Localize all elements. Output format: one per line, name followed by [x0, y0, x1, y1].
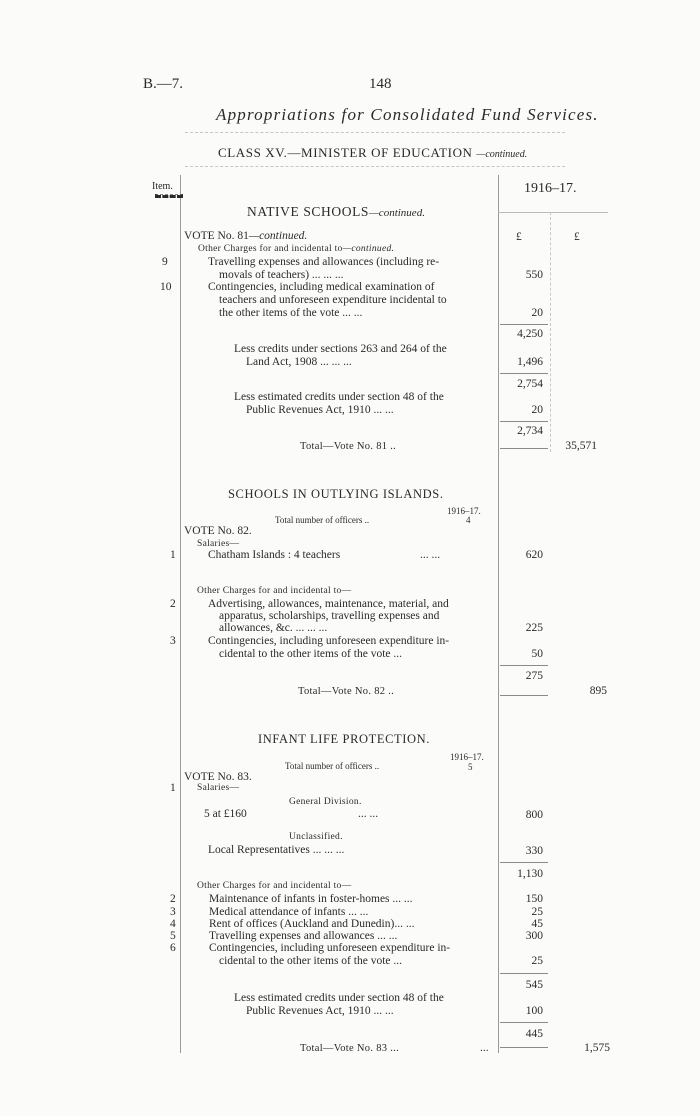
item-number: 5 — [170, 930, 176, 942]
vote-83-label: VOTE No. 83. — [184, 771, 252, 783]
subtotal-rule — [500, 421, 548, 422]
class-heading-continued: —continued. — [476, 149, 528, 160]
native-schools-heading — [247, 205, 425, 220]
vote-83-salaries-label: Salaries— — [197, 783, 240, 793]
item-amount: 25 — [531, 955, 543, 967]
unclassified-amount: 330 — [525, 845, 543, 857]
subtotal-rule — [500, 665, 548, 666]
item-number: 4 — [170, 918, 176, 930]
officers-label: Total number of officers .. — [275, 515, 370, 525]
less-credits-revenues-act-amount: 100 — [525, 1005, 543, 1017]
unclassified-line: Local Representatives ... ... ... — [208, 844, 345, 856]
item-description-continued: allowances, &c. ... ... ... — [219, 622, 328, 634]
item-number: 2 — [170, 598, 176, 610]
total-rule — [500, 1047, 548, 1048]
other-charges-continued: —continued. — [342, 244, 395, 254]
unclassified-label: Unclassified. — [289, 832, 343, 842]
class-heading-main: CLASS XV.—MINISTER OF EDUCATION — [218, 145, 473, 160]
native-schools-continued: —continued. — [369, 207, 425, 219]
item-description: Rent of offices (Auckland and Dunedin)... ... — [209, 918, 415, 930]
item-description: Advertising, allowances, maintenance, material, and — [208, 598, 449, 610]
infant-life-heading: INFANT LIFE PROTECTION. — [258, 732, 431, 746]
other-charges-label: Other Charges for and incidental to — [198, 244, 343, 254]
item-description-continued: apparatus, scholarships, travelling expenses and — [219, 610, 440, 622]
officers-year: 1916–17. — [447, 506, 481, 516]
page-title: Appropriations for Consolidated Fund Services. — [216, 105, 599, 124]
item-amount: 150 — [525, 893, 543, 905]
item-description: Contingencies, including medical examination of — [208, 281, 435, 293]
item-description: Contingencies, including unforeseen expenditure in- — [208, 635, 450, 647]
less-credits-revenues-act-continued: Public Revenues Act, 1910 ... ... — [246, 404, 394, 416]
financial-year-header: 1916–17. — [524, 181, 577, 196]
item-column-rule — [180, 175, 181, 1053]
vote-81-balance: 2,754 — [517, 378, 543, 390]
vote-82-other-total: 275 — [525, 670, 543, 682]
outlying-islands-heading: SCHOOLS IN OUTLYING ISLANDS. — [228, 487, 444, 501]
vote-81-subtotal: 4,250 — [517, 328, 543, 340]
pound-sign-2: £ — [574, 231, 580, 243]
item-number: 10 — [160, 281, 172, 293]
item-description: Contingencies, including unforeseen expenditure in- — [209, 942, 451, 954]
less-credits-revenues-act: Less estimated credits under section 48 of the — [234, 391, 444, 403]
item-number: 2 — [170, 893, 176, 905]
salary-amount: 620 — [525, 549, 543, 561]
total-rule — [500, 448, 548, 449]
vote-82-salaries-label: Salaries— — [197, 539, 240, 549]
vote-83-other-total: 545 — [525, 979, 543, 991]
item-description-continued: cidental to the other items of the vote ... — [219, 648, 402, 660]
class-heading — [218, 146, 527, 161]
amount-column-rule — [498, 175, 499, 1053]
less-credits-revenues-act-amount: 20 — [531, 404, 543, 416]
vote-81-net: 2,734 — [517, 425, 543, 437]
less-credits-land-act-continued: Land Act, 1908 ... ... ... — [246, 356, 352, 368]
item-amount: 300 — [525, 930, 543, 942]
vote-81-other-charges — [198, 243, 394, 256]
item-amount: 20 — [531, 307, 543, 319]
subtotal-rule — [500, 373, 548, 374]
vote-83-total: 1,575 — [584, 1042, 610, 1054]
item-description: Travelling expenses and allowances (including re- — [208, 256, 440, 268]
general-division-label: General Division. — [289, 797, 362, 807]
subtotal-column-rule — [550, 212, 551, 452]
native-schools-title: NATIVE SCHOOLS — [247, 204, 370, 219]
item-description-continued: teachers and unforeseen expenditure incidental to — [219, 294, 447, 306]
subtotal-rule — [500, 973, 548, 974]
vote-82-total-label: Total—Vote No. 82 .. — [298, 686, 395, 697]
item-description-continued: movals of teachers) ... ... ... — [219, 269, 344, 281]
vote-83-other-charges: Other Charges for and incidental to— — [197, 881, 352, 891]
subtotal-rule — [500, 862, 548, 863]
less-credits-revenues-act: Less estimated credits under section 48 of the — [234, 992, 444, 1004]
item-number: 1 — [170, 782, 176, 794]
item-number: 9 — [162, 256, 168, 268]
item-amount: 45 — [531, 918, 543, 930]
class-rule — [185, 166, 565, 167]
officers-label: Total number of officers .. — [285, 761, 380, 771]
item-amount: 50 — [531, 648, 543, 660]
report-reference: B.—7. — [143, 76, 184, 92]
vote-81-total: 35,571 — [565, 440, 597, 452]
item-amount: 25 — [531, 906, 543, 918]
vote-81-label — [184, 230, 307, 243]
item-header-rule — [155, 194, 183, 198]
item-number: 3 — [170, 906, 176, 918]
title-rule — [185, 132, 565, 133]
less-credits-land-act-amount: 1,496 — [517, 356, 543, 368]
vote-81-title: VOTE No. 81 — [184, 230, 249, 242]
item-number: 3 — [170, 635, 176, 647]
vote-83-net: 445 — [525, 1028, 543, 1040]
total-rule — [500, 695, 548, 696]
vote-81-total-label: Total—Vote No. 81 .. — [300, 441, 397, 452]
vote-81-continued: —continued. — [248, 230, 308, 242]
vote-83-total-dots: ... — [480, 1042, 489, 1054]
vote-83-total-label: Total—Vote No. 83 ... — [300, 1043, 399, 1054]
item-number: 6 — [170, 942, 176, 954]
year-rule — [498, 212, 608, 213]
subtotal-rule — [500, 1022, 548, 1023]
officers-year: 1916–17. — [450, 752, 484, 762]
vote-82-other-charges: Other Charges for and incidental to— — [197, 586, 352, 596]
page-number: 148 — [369, 76, 392, 92]
item-description: Maintenance of infants in foster-homes ... ... — [209, 893, 413, 905]
subtotal-rule — [500, 324, 548, 325]
officers-count: 4 — [466, 515, 471, 525]
less-credits-land-act: Less credits under sections 263 and 264 of the — [234, 343, 447, 355]
salary-line: Chatham Islands : 4 teachers — [208, 549, 341, 561]
less-credits-revenues-act-continued: Public Revenues Act, 1910 ... ... — [246, 1005, 394, 1017]
general-division-amount: 800 — [525, 809, 543, 821]
officers-count: 5 — [468, 762, 473, 772]
item-description-continued: cidental to the other items of the vote ... — [219, 955, 402, 967]
pound-sign-1: £ — [516, 231, 522, 243]
item-amount: 550 — [525, 269, 543, 281]
item-number: 1 — [170, 549, 176, 561]
vote-82-total: 895 — [589, 685, 607, 697]
item-amount: 225 — [525, 622, 543, 634]
item-description: Travelling expenses and allowances ... ... — [209, 930, 398, 942]
vote-82-label: VOTE No. 82. — [184, 525, 252, 537]
vote-83-salaries-total: 1,130 — [517, 868, 543, 880]
item-description: Medical attendance of infants ... ... — [209, 906, 369, 918]
general-division-line: 5 at £160 — [204, 808, 247, 820]
item-description-continued: the other items of the vote ... ... — [219, 307, 363, 319]
salary-dots: ... ... — [420, 549, 441, 561]
item-column-header: Item. — [152, 181, 173, 192]
general-division-dots: ... ... — [358, 808, 379, 820]
